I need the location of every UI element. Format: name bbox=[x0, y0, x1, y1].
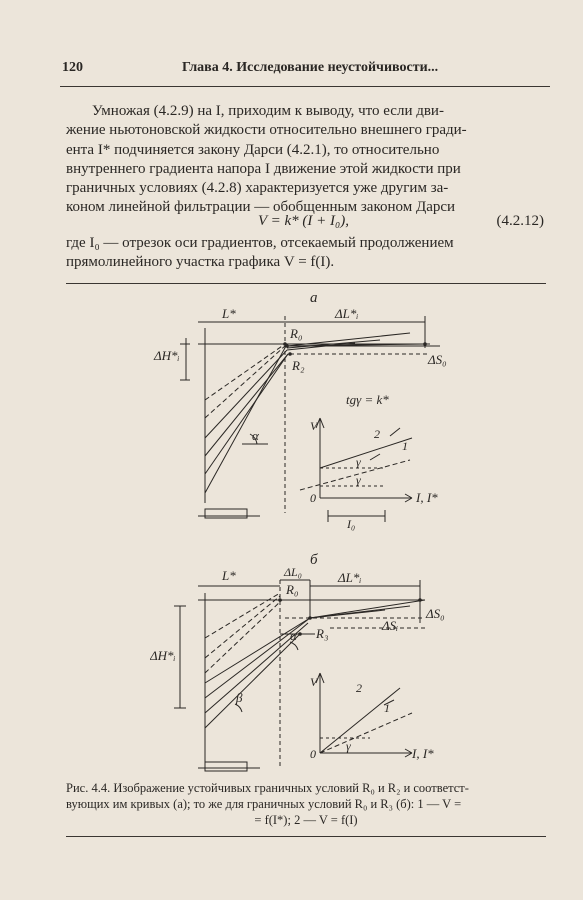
page-header bbox=[62, 60, 520, 80]
label-origin: 0 bbox=[310, 491, 316, 505]
text-line: жение ньютоновской жидкости относительно внешнего гради- bbox=[66, 122, 467, 139]
label-R0-b: R₀ bbox=[286, 582, 299, 597]
label-I-axis: I, I* bbox=[416, 490, 438, 505]
text-line: где I₀ — отрезок оси градиентов, отсекаемый продолжением bbox=[66, 235, 454, 251]
label-dL0: ΔL₀ bbox=[284, 565, 302, 579]
body-paragraph-2 bbox=[66, 234, 544, 273]
label-R2: R₂ bbox=[292, 358, 305, 373]
figure-4-4 bbox=[150, 288, 470, 788]
equation-number: (4.2.12) bbox=[496, 213, 544, 229]
running-title: Глава 4. Исследование неустойчивости... bbox=[182, 60, 439, 75]
equation: V = k* (I + I₀), bbox=[258, 213, 349, 229]
label-I0: I₀ bbox=[347, 517, 356, 531]
caption-line: Рис. 4.4. Изображение устойчивых граничных условий R₀ и R₂ и соответст- bbox=[66, 781, 469, 795]
label-dH: ΔH*ᵢ bbox=[154, 348, 180, 363]
label-gamma-1: γ bbox=[356, 455, 361, 469]
panel-a-label: а bbox=[310, 290, 318, 306]
label-dL-b: ΔL*ᵢ bbox=[338, 570, 362, 585]
text-line: граничных условиях (4.2.8) характеризуется уже другим за- bbox=[66, 180, 449, 197]
label-dS0-b: ΔS₀ bbox=[426, 606, 445, 621]
label-alpha: α bbox=[252, 428, 259, 443]
label-L: L* bbox=[222, 306, 236, 321]
label-I-axis-b: I, I* bbox=[412, 746, 434, 761]
label-gamma-2: γ bbox=[356, 473, 361, 487]
header-rule bbox=[60, 86, 550, 87]
label-L-b: L* bbox=[222, 568, 236, 583]
label-gamma-b: γ bbox=[346, 739, 351, 753]
text-line: ента I* подчиняется закону Дарси (4.2.1), то относительно bbox=[66, 141, 440, 158]
text-line: прямолинейного участка графика V = f(I). bbox=[66, 254, 335, 271]
label-dH-b: ΔH*ᵢ bbox=[150, 648, 176, 663]
label-R3: R₃ bbox=[316, 626, 329, 641]
label-curve2-b: 2 bbox=[356, 681, 362, 695]
figure-drawing bbox=[150, 288, 470, 788]
label-curve1: 1 bbox=[402, 439, 408, 453]
label-V-b: V bbox=[310, 675, 318, 689]
text-line: Умножая (4.2.9) на I, приходим к выводу, что если дви- bbox=[92, 103, 444, 119]
text-line: внутреннего градиента напора I движение этой жидкости при bbox=[66, 160, 461, 177]
caption-line: = f(I*); 2 — V = f(I) bbox=[254, 813, 358, 827]
label-curve1-b: 1 bbox=[384, 701, 390, 715]
caption-line: вующих им кривых (а); то же для граничных условий R₀ и R₃ (б): 1 — V = bbox=[66, 797, 462, 811]
label-origin-b: 0 bbox=[310, 747, 316, 761]
label-dSi: ΔSᵢ bbox=[382, 618, 399, 633]
panel-b-label: б bbox=[310, 552, 318, 568]
label-beta: β bbox=[236, 690, 243, 705]
body-paragraph bbox=[66, 102, 544, 218]
label-dL: ΔL*ᵢ bbox=[335, 306, 359, 321]
page-number: 120 bbox=[62, 60, 83, 75]
label-V: V bbox=[310, 419, 318, 433]
figure-bottom-rule bbox=[66, 836, 546, 837]
equation-row bbox=[66, 213, 544, 233]
figure-caption bbox=[66, 780, 546, 828]
label-alpha-b: α bbox=[290, 628, 297, 643]
panel-b-drawing bbox=[174, 580, 425, 771]
label-curve2: 2 bbox=[374, 427, 380, 441]
label-R0: R₀ bbox=[290, 326, 303, 341]
label-dS0: ΔS₀ bbox=[428, 352, 447, 367]
label-tg: tgγ = k* bbox=[346, 392, 389, 407]
figure-top-rule bbox=[66, 283, 546, 284]
text-line: коном линейной фильтрации — обобщенным законом Дарси bbox=[66, 199, 456, 216]
